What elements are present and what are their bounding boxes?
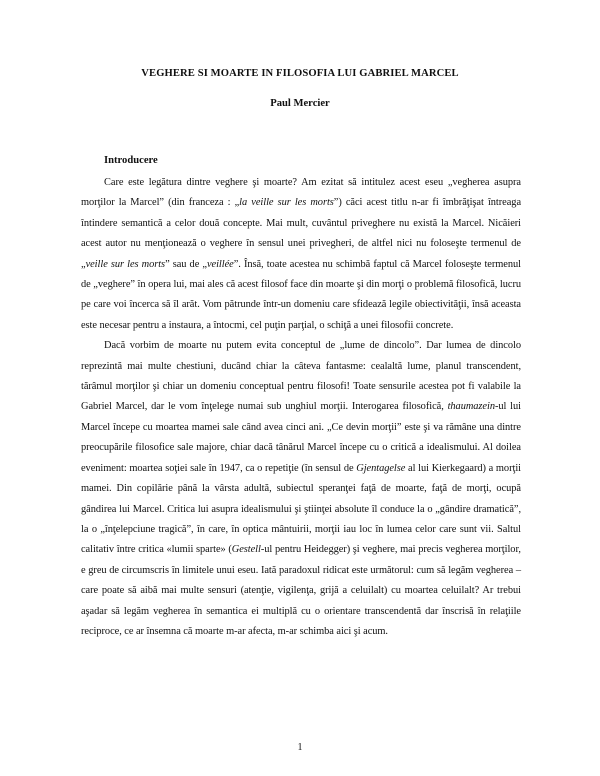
text-run: al lui Kierkegaard) a morţii mamei. Din copilărie până la vârsta adultă, subiectul speranţei faţă de moarte, faţă de morţi, ocupă gândirea lui Marcel. Critica lui asupra idealismului şi ştiinţei absolute îl conduce la o „gândire dramatică”, la o „înţelepciune tragică”, în care, în optica mântuirii, morţii iau loc în lumea celor care sunt vii. Saltul calitativ între critica «lumii sparte» (: [81, 462, 521, 556]
italic-term: la veille sur les morts: [239, 197, 334, 209]
text-run: ” sau de „: [165, 258, 207, 270]
section-heading: Introducere: [104, 155, 158, 166]
italic-term: veille sur les morts: [85, 258, 166, 270]
document-title: VEGHERE SI MOARTE IN FILOSOFIA LUI GABRIEL MARCEL: [141, 68, 459, 79]
text-run: Care este legătura dintre veghere şi moarte? Am ezitat să intitulez acest eseu „vegherea asupra morţilor la Marcel” (din franceza : „: [81, 177, 521, 209]
text-run: Dacă vorbim de moarte nu putem evita conceptul de „lume de dincolo”. Dar lumea de dincolo reprezintă mai multe chestiuni, ducând chiar la câteva fantasme: cealaltă lume, planul transcendent, tărâmul morţilor şi chiar un domeniu conceptual pentru filosofi! Toate sensurile acestea pot fi valabile la Gabriel Marcel, dar le vom înţelege numai sub unghiul morţii. Interogarea filosofică,: [81, 340, 521, 413]
italic-term: Gjentagelse: [356, 462, 406, 474]
text-run: -ul pentru Heidegger) şi veghere, mai precis vegherea morţilor, e greu de circumscris în limitele unui eseu. Iată paradoxul ridicat este următorul: cum să legăm vegherea – care poate să aibă mai multe sensuri (atenţie, vigilenţa, grijă a celuilalt) cu moartea celuilalt? Ar trebui aşadar să legăm vegherea în semantica ei multiplă cu o orientare transcendentă dar înscrisă în relaţiile reciproce, ce ar însemna că moarte m-ar afecta, m-ar schimba aici şi acum.: [81, 544, 521, 637]
italic-term: veillée: [206, 258, 234, 270]
text-run: ”. Însă, toate acestea nu schimbă faptul că Marcel foloseşte termenul de „veghere” în opera lui, mai ales că acest filosof face din moarte şi din morţi o problemă filosofică, lucru pe care voi încerca să îl arăt. Vom pătrunde într-un domeniu care sfidează legile obiectivităţii, însă aceasta este necesar pentru a instaura, a întocmi, cel puţin parţial, o schiţă a unei filosofii concrete.: [81, 258, 521, 331]
text-run: ”) căci acest titlu n-ar fi îmbrăţişat întreaga întindere semantică a celor două concepte. Mai mult, cuvântul priveghere nu există la Marcel. Nicăieri acest autor nu menţionează o veghere în sensul unei privegheri, de altfel nici nu foloseşte termenul de „: [81, 197, 522, 270]
italic-term: thaumazein: [447, 401, 495, 413]
body-text: [81, 173, 521, 642]
paragraph: [81, 336, 521, 642]
text-run: -ul lui Marcel începe cu moartea mamei sale când avea cinci ani. „Ce devin morţii” este şi va rămâne una dintre preocupările filosofice sale majore, chiar dacă tânărul Marcel începe cu o critică a idealismului. Al doilea eveniment: moartea soţiei sale în 1947, ca o repetiţie (în sensul de: [81, 401, 522, 474]
author-name: Paul Mercier: [270, 98, 330, 109]
italic-term: Gestell: [231, 544, 261, 556]
page-number: 1: [297, 742, 303, 753]
paragraph: [81, 173, 521, 336]
